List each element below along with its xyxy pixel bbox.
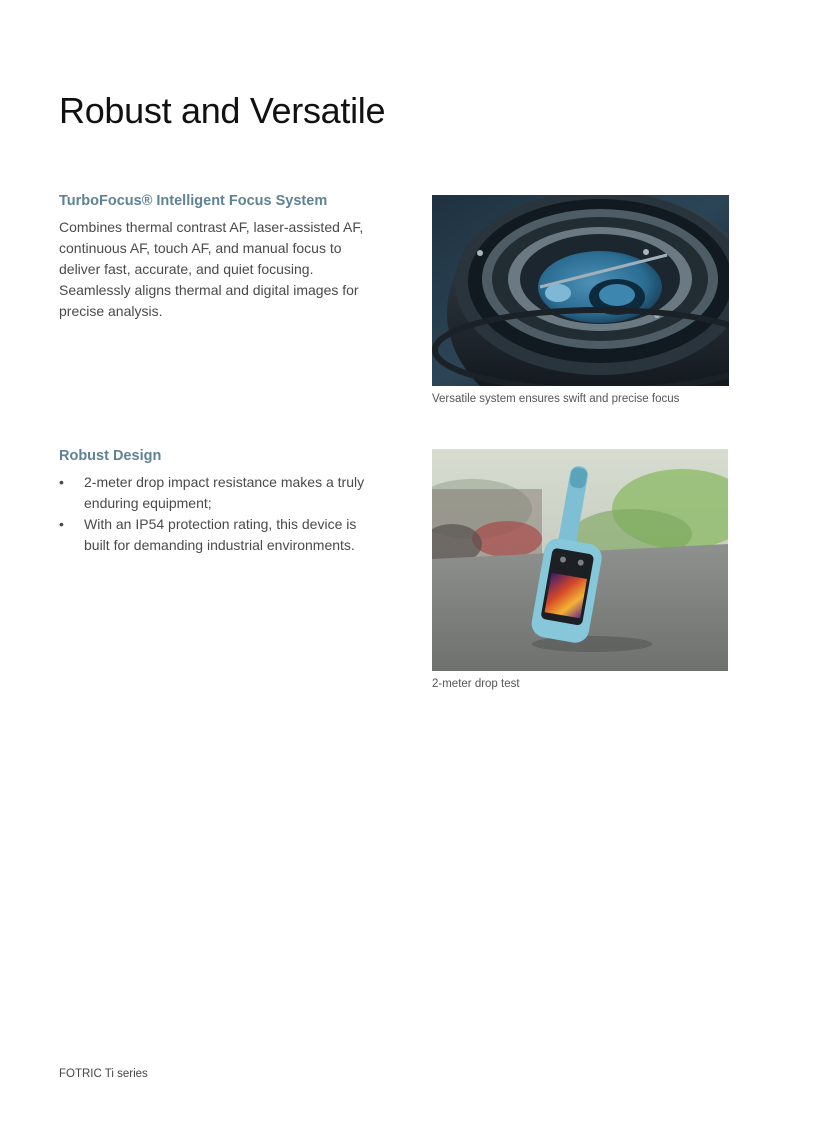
section-heading: TurboFocus® Intelligent Focus System — [59, 193, 328, 209]
section-robust-design — [59, 448, 379, 556]
bullet-icon: • — [59, 516, 64, 532]
drop-test-photo — [432, 449, 728, 671]
footer-text: FOTRIC Ti series — [59, 1068, 148, 1080]
list-item-text: 2-meter drop impact resistance makes a truly enduring equipment; — [84, 474, 365, 511]
section-heading: Robust Design — [59, 448, 162, 464]
image-caption: 2-meter drop test — [432, 678, 520, 690]
list-item — [59, 514, 379, 556]
figure-drop-test — [432, 449, 728, 690]
section-body: Combines thermal contrast AF, laser-assisted AF, continuous AF, touch AF, and manual focus to deliver fast, accurate, and quiet focusing. Seamlessly aligns thermal and digital images for precise analysis. — [59, 219, 364, 319]
page-title: Robust and Versatile — [59, 90, 386, 131]
feature-list — [59, 472, 379, 556]
list-item-text: With an IP54 protection rating, this device is built for demanding industrial environments. — [84, 516, 357, 553]
lens-photo — [432, 195, 729, 386]
bullet-icon: • — [59, 474, 64, 490]
section-turbofocus — [59, 193, 379, 322]
figure-lens — [432, 195, 729, 405]
image-caption: Versatile system ensures swift and precise focus — [432, 393, 680, 405]
list-item — [59, 472, 379, 514]
